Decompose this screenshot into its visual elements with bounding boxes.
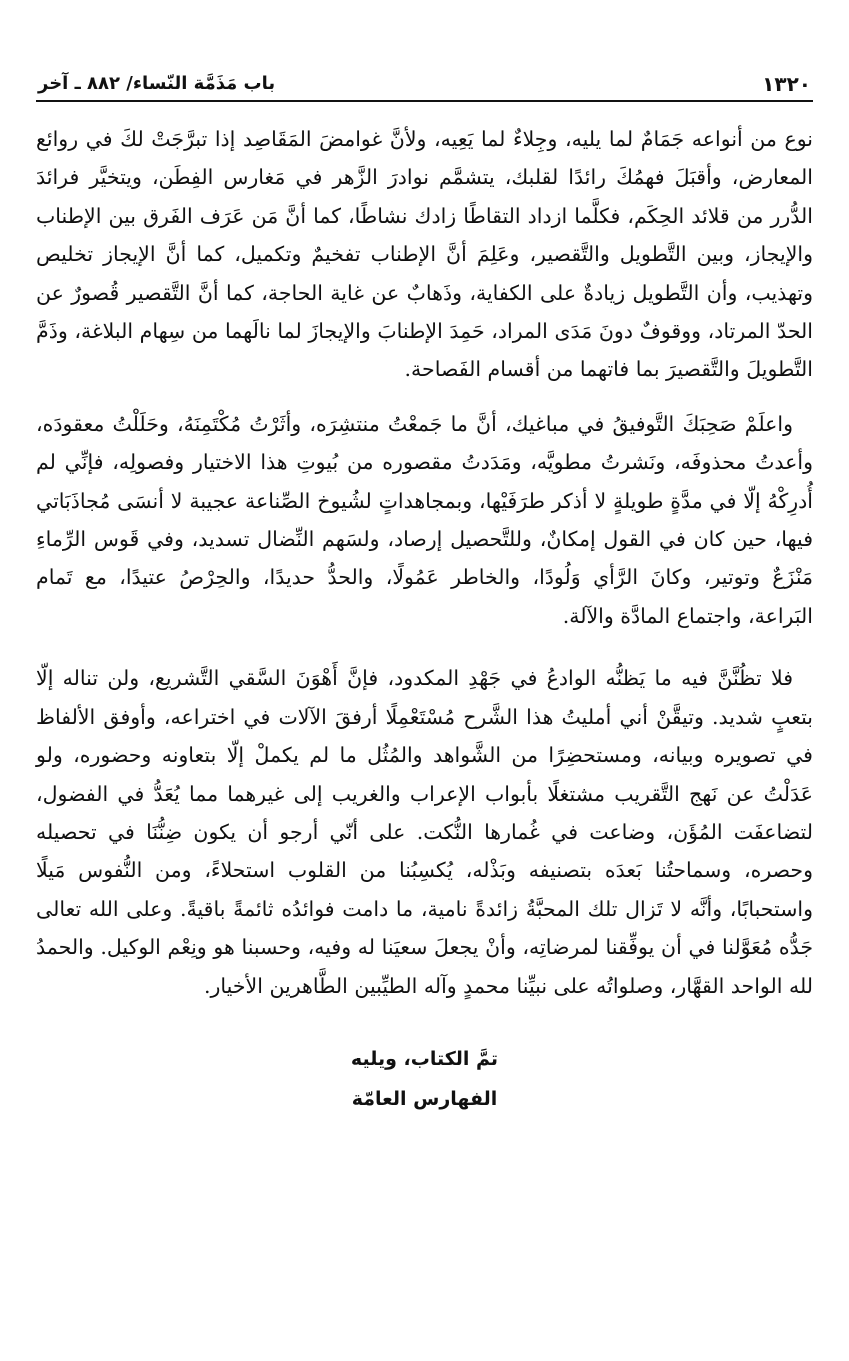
page-body (36, 120, 813, 1005)
paragraph-1: نوع من أنواعه جَمَامٌ لما يليه، وجِلاءٌ لما يَعِيه، ولأنَّ غوامضَ المَقَاصِد إذا تبرَّجَتْ لكَ في روائع المعارض، وأقبَلَ فهمُكَ رائدًا لقلبك، يتشمَّم نوادرَ الزَّهر في مَغارس الفِطَن، ويتخيَّر فرائدَ الدُّرر من قلائد الحِكَم، فكلَّما ازداد التقاطًا زادك نشاطًا، كما أنَّ مَن عَرَف الفَرق بين الإطناب والإيجاز، وبين التَّطويل والتَّقصير، وعَلِمَ أنَّ الإطناب تفخيمٌ وتكميل، كما أنَّ الإيجاز تخليص وتهذيب، وأن التَّطويل زيادةٌ على الكفاية، وذَهابٌ عن غاية الحاجة، كما أنَّ التَّقصير قُصورٌ عن الحدّ المرتاد، ووقوفٌ دونَ مَدَى المراد، حَمِدَ الإطنابَ والإيجازَ لما نالَهما من سِهام البلاغة، وذَمَّ التَّطويلَ والتَّقصيرَ بما فاتهما من أقسام الفَصاحة. (36, 127, 813, 382)
page-header (36, 66, 813, 102)
closing-note (36, 1039, 813, 1119)
closing-line-book-ended: تمَّ الكتاب، ويليه (350, 1047, 499, 1070)
paragraph-2: واعلَمْ صَحِبَكَ التَّوفيقُ في مباغيك، أنَّ ما جَمعْتُ منتشِرَه، وأثَرْتُ مُكْتَمِنَهُ، وحَلَلْتُ معقودَه، وأعدتُ محذوفَه، ونَشرتُ مطويَّه، ومَدَدتُ مقصوره من بُيوتِ هذا الاختيار وفصولِه، فإنِّي لم أُدرِكْهُ إلّا في مدَّةٍ طويلةٍ لا أذكر طرَفَيْها، وبمجاهداتٍ لشُيوخ الصِّناعة عجيبة لا أنسَى مُجاذَبَاتي فيها، حين كان في القول إمكانٌ، وللتَّحصيل إرصاد، ولسَهم النِّضال تسديد، وفي قَوس الرِّماءِ مَنْزَعٌ وتوتير، وكانَ الرَّأي وَلُودًا، والخاطر عَمُولًا، والحدُّ حديدًا، والحِرْصُ عتيدًا، مع تَمام البَراعة، واجتماع المادَّة والآلة. (36, 411, 813, 628)
book-page (36, 66, 813, 1119)
paragraph-3: فلا تظُنَّنَّ فيه ما يَظنُّه الوادعُ في جَهْدِ المكدود، فإنَّ أَهْوَنَ السَّقي التَّشريع، ولن تناله إلّا بتعبٍ شديد. وتيقَّنْ أني أمليتُ هذا الشَّرح مُسْتَعْمِلًا أرفقَ الآلات في اختراعه، وأوفق الألفاظ في تصويره وبيانه، ومستحضِرًا من الشَّواهد والمُثُل ما لم يكملْ إلّا بتعاونه وحضوره، ولو عَدَلْتُ عن نَهج التَّقريب مشتغلًا بأبواب الإعراب والغريب إلى غيرهما مما يُعَدُّ في الفضول، لتضاعفَت المُؤَن، وضاعت في غُمارها النُّكت. على أنّي أرجو أن يكون ضِنُّنَا في تحصيله وحصره، وسماحتُنا بَعدَه بتصنيفه وبَذْله، يُكسِبُنا من القلوب استحلاءً، ومن النُّفوس مَيلًا واستحبابًا، وأنَّه لا تَزال تلك المحبَّةُ زائدةً نامية، ما دامت فوائدُه ثائمةً باقيةً. وعلى الله تعالى جَدُّه مُعَوَّلنا في أن يوفِّقنا لمرضاتِه، وأنْ يجعلَ سعيَنا له وفيه، وحسبنا هو ونِعْم الوكيل. والحمدُ لله الواحد القهَّار، وصلواتُه على نبيِّنا محمدٍ وآله الطيِّبين الطَّاهرين الأخيار. (36, 666, 813, 998)
closing-line-indexes: الفهارس العامّة (351, 1087, 498, 1110)
page-number: ١٣٢٠ (762, 72, 811, 96)
running-title: باب مَذَمَّة النّساء/ ٨٨٢ ـ آخر (38, 73, 276, 94)
